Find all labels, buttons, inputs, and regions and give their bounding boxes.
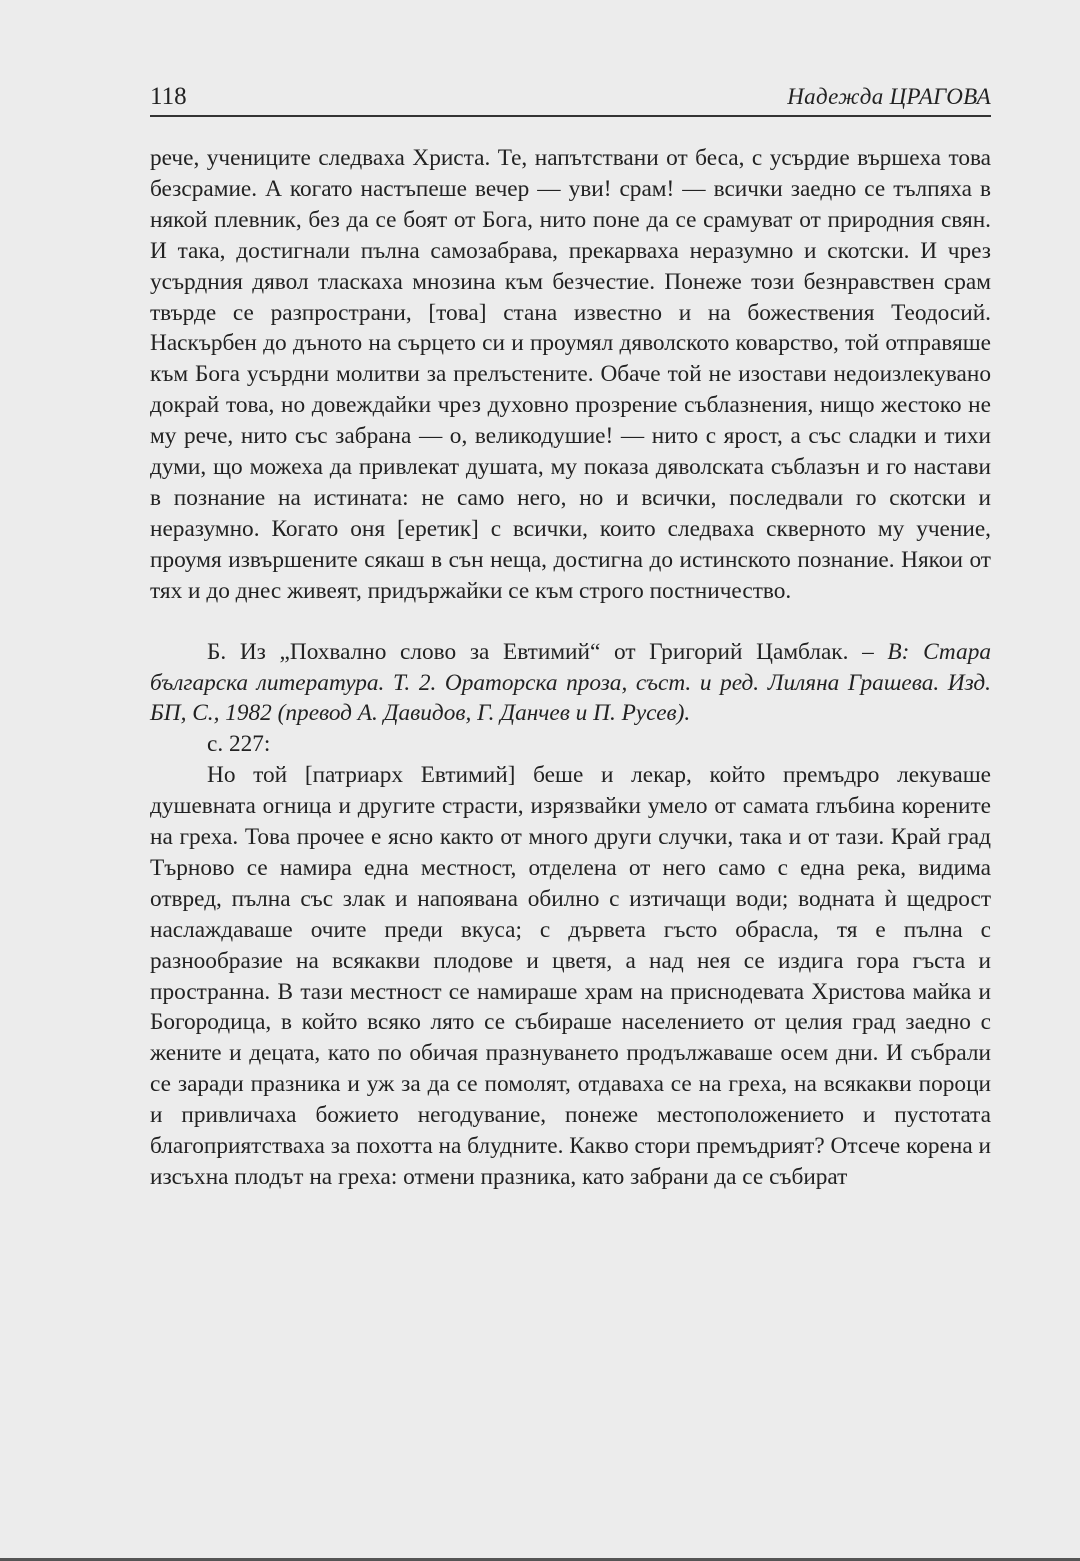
section-gap xyxy=(150,607,991,637)
source-citation xyxy=(150,637,991,730)
running-head: Надежда ЦРАГОВА xyxy=(787,84,991,109)
page-reference: с. 227: xyxy=(207,731,271,758)
page-header xyxy=(150,80,991,114)
paragraph-1: рече, учениците следваха Христа. Те, напътствани от беса, с усърдие вършеха това безсрамие. А когато настъпеше вечер — уви! срам! — всички заедно се тълпяха в някой плевник, без да се боят от Бога, нито поне да се срамуват от природния свян. И така, достигнали пълна самозабрава, прекарваха неразумно и скотски. И чрез усърдния дявол тласкаха мнозина към безчестие. Понеже този безнравствен срам твърде се разпространи, [това] стана известно и на божествения Теодосий. Наскърбен до дъното на сърцето си и проумял дяволското коварство, той отправяше към Бога усърдни молитви за прелъстените. Обаче той не изостави недоизлекувано докрай това, но довеждайки чрез духовно прозрение съблазнения, нищо жестоко не му рече, нито със забрана — о, великодушие! — нито с ярост, а със сладки и тихи думи, що можеха да привлекат душата, му показа дяволската съблазън и го настави в познание на истината: не само него, но и всички, последвали го скотски и неразумно. Когато оня [еретик] с всички, които следваха скверното му учение, проумя извършените сякаш в сън неща, достигна до истинското познание. Някои от тях и до днес живеят, придържайки се към строго постничество. xyxy=(150,145,991,604)
paragraph-2: Но той [патриарх Евтимий] беше и лекар, който премъдро лекуваше душевната огница и другите страсти, изрязвайки умело от самата глъбина корените на греха. Това прочее е ясно както от много други случки, така и от тази. Край град Търново се намира една местност, отделена от него само с една река, видима отвред, пълна със злак и напоявана обилно с изтичащи води; водната ѝ щедрост наслаждаваше очите преди вкуса; с дървета гъсто обрасла, тя е пълна с разнообразие на всякакви плодове и цветя, а над нея се издига гора гъста и пространна. В тази местност се намираше храм на приснодевата Христова майка и Богородица, в който всяко лято се събираше населението от целия град заедно с жените и децата, като по обичая празнуването продължаваше осем дни. И събрали се заради празника и уж за да се помолят, отдаваха се на греха, на всякакви пороци и привличаха божието негодувание, понеже местоположението и пустотата благоприятстваха за похотта на блудните. Какво стори премъдрият? Отсече корена и изсъхна плодът на греха: отмени празника, като забрани да се събират xyxy=(150,762,991,1190)
citation-italic: В: Стара българска литература. Т. 2. Ораторска проза, съст. и ред. Лиляна Грашева. Изд. БП, С., 1982 (превод А. Давидов, Г. Данчев и П. Русев). xyxy=(150,638,991,727)
header-rule xyxy=(150,115,991,117)
page-body xyxy=(150,143,991,1193)
citation-plain: Б. Из „Похвално слово за Евтимий“ от Григорий Цамблак. – xyxy=(207,638,874,665)
page-number: 118 xyxy=(150,83,187,110)
